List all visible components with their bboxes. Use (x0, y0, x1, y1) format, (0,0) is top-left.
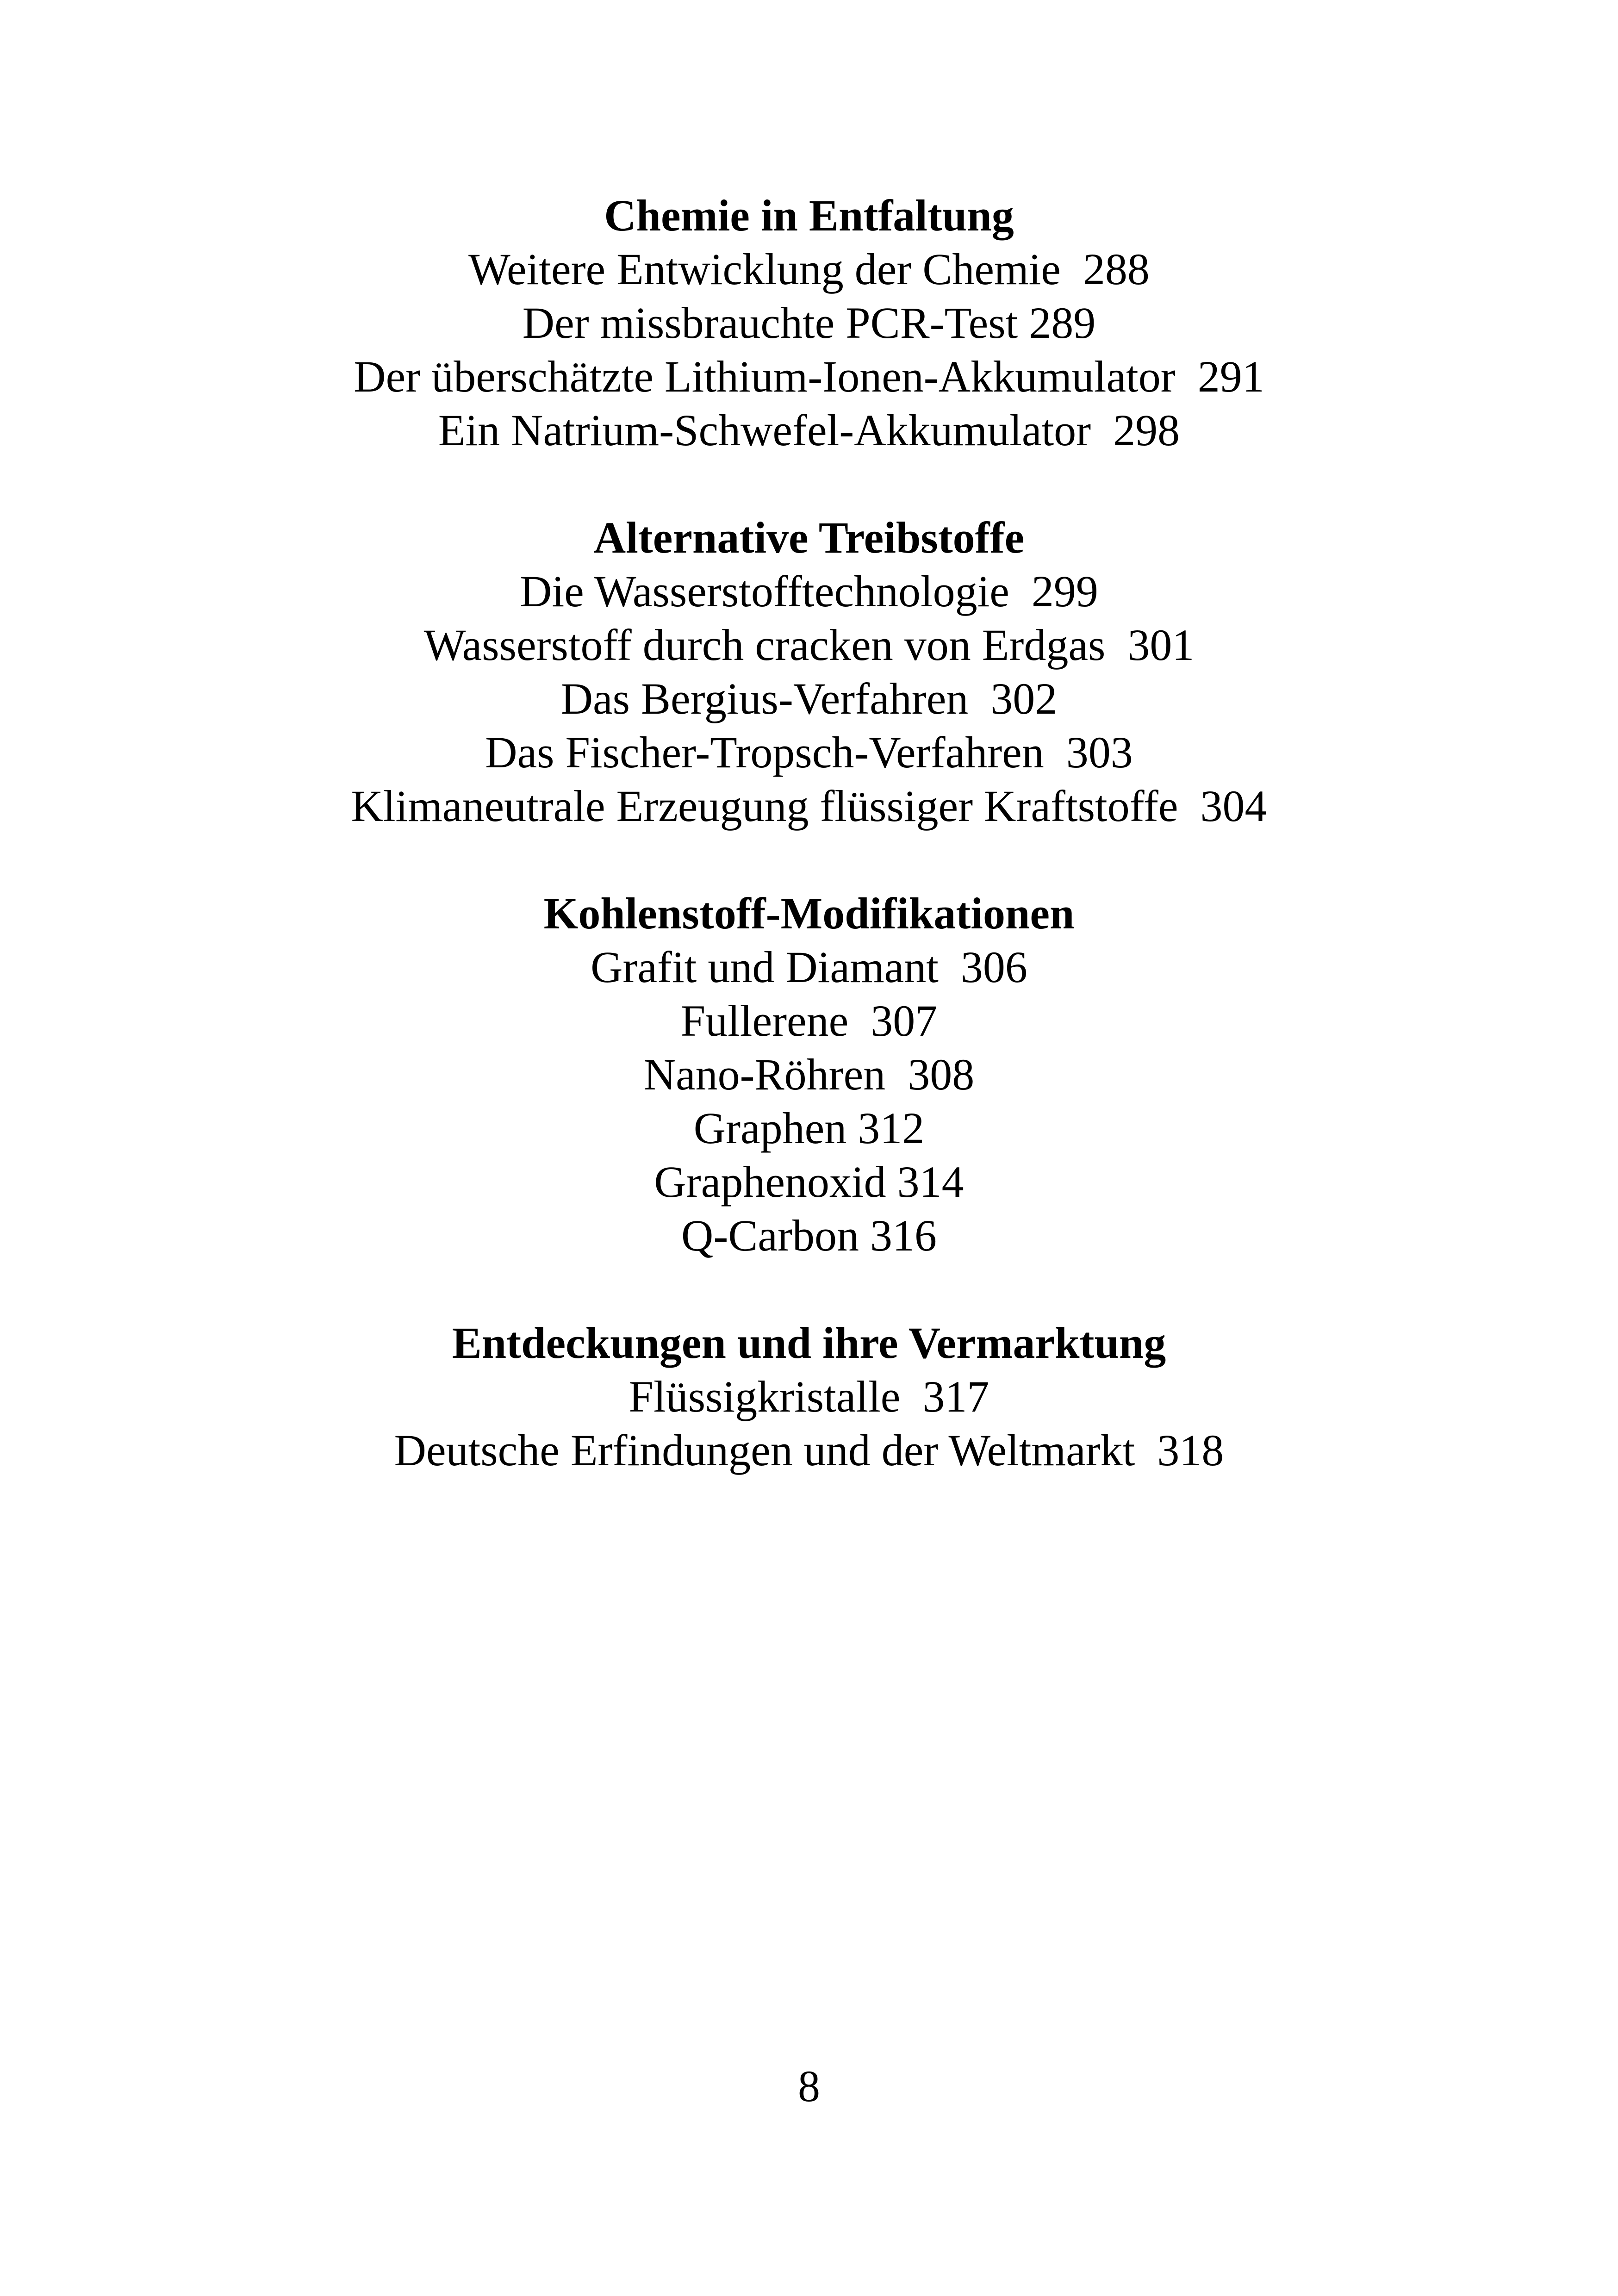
toc-entry: Graphenoxid 314 (654, 1157, 964, 1207)
toc-section-treibstoffe (0, 511, 1618, 833)
section-heading: Entdeckungen und ihre Vermarktung (452, 1318, 1166, 1368)
toc-entry: Grafit und Diamant 306 (591, 942, 1027, 992)
section-heading: Kohlenstoff-Modifikationen (543, 889, 1075, 938)
section-heading: Alternative Treibstoffe (593, 513, 1025, 562)
toc-entry: Weitere Entwicklung der Chemie 288 (468, 244, 1150, 294)
toc-entry: Graphen 312 (693, 1103, 925, 1153)
page-number: 8 (798, 2061, 820, 2111)
toc-section-entdeckungen (0, 1316, 1618, 1477)
toc-entry: Der missbrauchte PCR-Test 289 (522, 298, 1096, 348)
toc-entry: Das Fischer-Tropsch-Verfahren 303 (485, 728, 1133, 777)
toc-entry: Klimaneutrale Erzeugung flüssiger Kraftstoffe 304 (351, 781, 1267, 831)
toc-entry: Q-Carbon 316 (681, 1211, 937, 1260)
toc-entry: Wasserstoff durch cracken von Erdgas 301 (423, 620, 1195, 670)
toc-entry: Deutsche Erfindungen und der Weltmarkt 318 (394, 1425, 1224, 1475)
toc-section-kohlenstoff (0, 887, 1618, 1263)
toc-entry: Das Bergius-Verfahren 302 (560, 674, 1058, 723)
toc-entry: Nano-Röhren 308 (643, 1050, 975, 1099)
toc-entry: Die Wasserstofftechnologie 299 (520, 566, 1098, 616)
table-of-contents (0, 189, 1618, 1477)
toc-entry: Fullerene 307 (680, 996, 938, 1045)
toc-entry: Ein Natrium-Schwefel-Akkumulator 298 (438, 405, 1180, 455)
toc-section-chemie (0, 189, 1618, 457)
section-heading: Chemie in Entfaltung (604, 191, 1014, 240)
toc-entry: Der überschätzte Lithium-Ionen-Akkumulator 291 (354, 352, 1264, 401)
toc-entry: Flüssigkristalle 317 (629, 1372, 989, 1421)
